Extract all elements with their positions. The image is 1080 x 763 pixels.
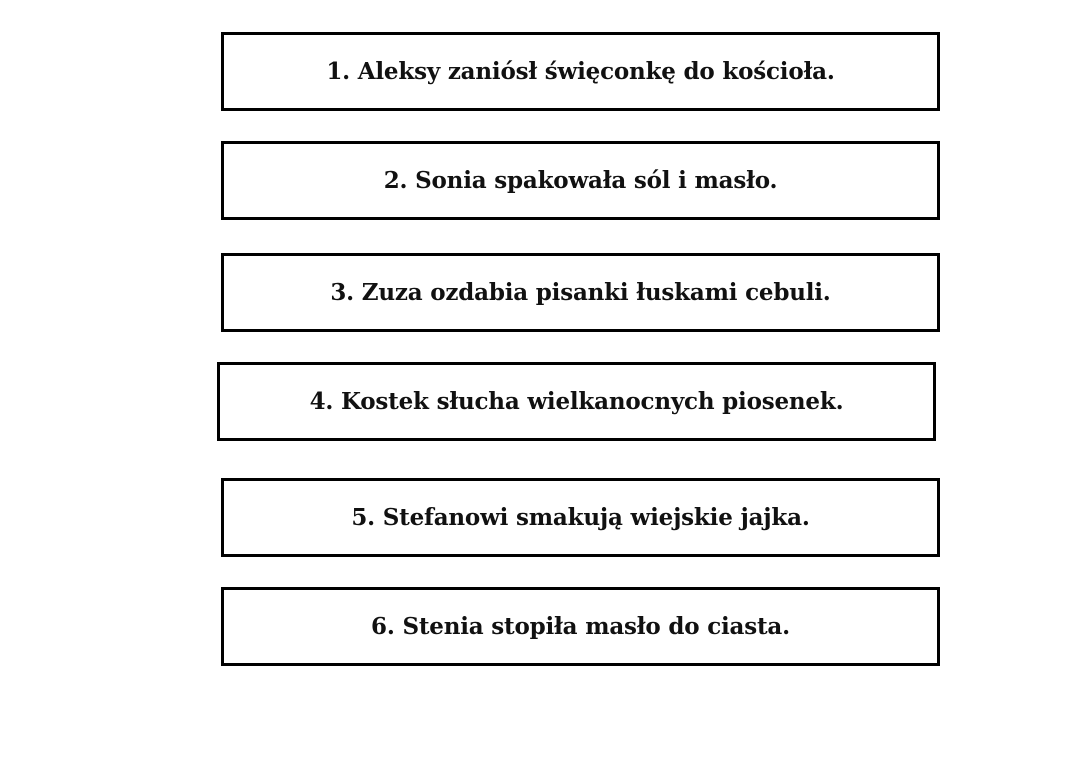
sentence-card-6 (221, 587, 940, 666)
sentence-text-5: 5. Stefanowi smakują wiejskie jajka. (351, 504, 810, 531)
sentence-card-1 (221, 32, 940, 111)
sentence-card-5 (221, 478, 940, 557)
sentence-card-3 (221, 253, 940, 332)
sentence-text-1: 1. Aleksy zaniósł święconkę do kościoła. (326, 58, 835, 85)
sentence-text-3: 3. Zuza ozdabia pisanki łuskami cebuli. (330, 279, 831, 306)
sentence-text-4: 4. Kostek słucha wielkanocnych piosenek. (309, 388, 844, 415)
sentence-card-2 (221, 141, 940, 220)
sentence-text-2: 2. Sonia spakowała sól i masło. (383, 167, 778, 194)
sentence-text-6: 6. Stenia stopiła masło do ciasta. (371, 613, 790, 640)
sentence-card-4 (217, 362, 936, 441)
